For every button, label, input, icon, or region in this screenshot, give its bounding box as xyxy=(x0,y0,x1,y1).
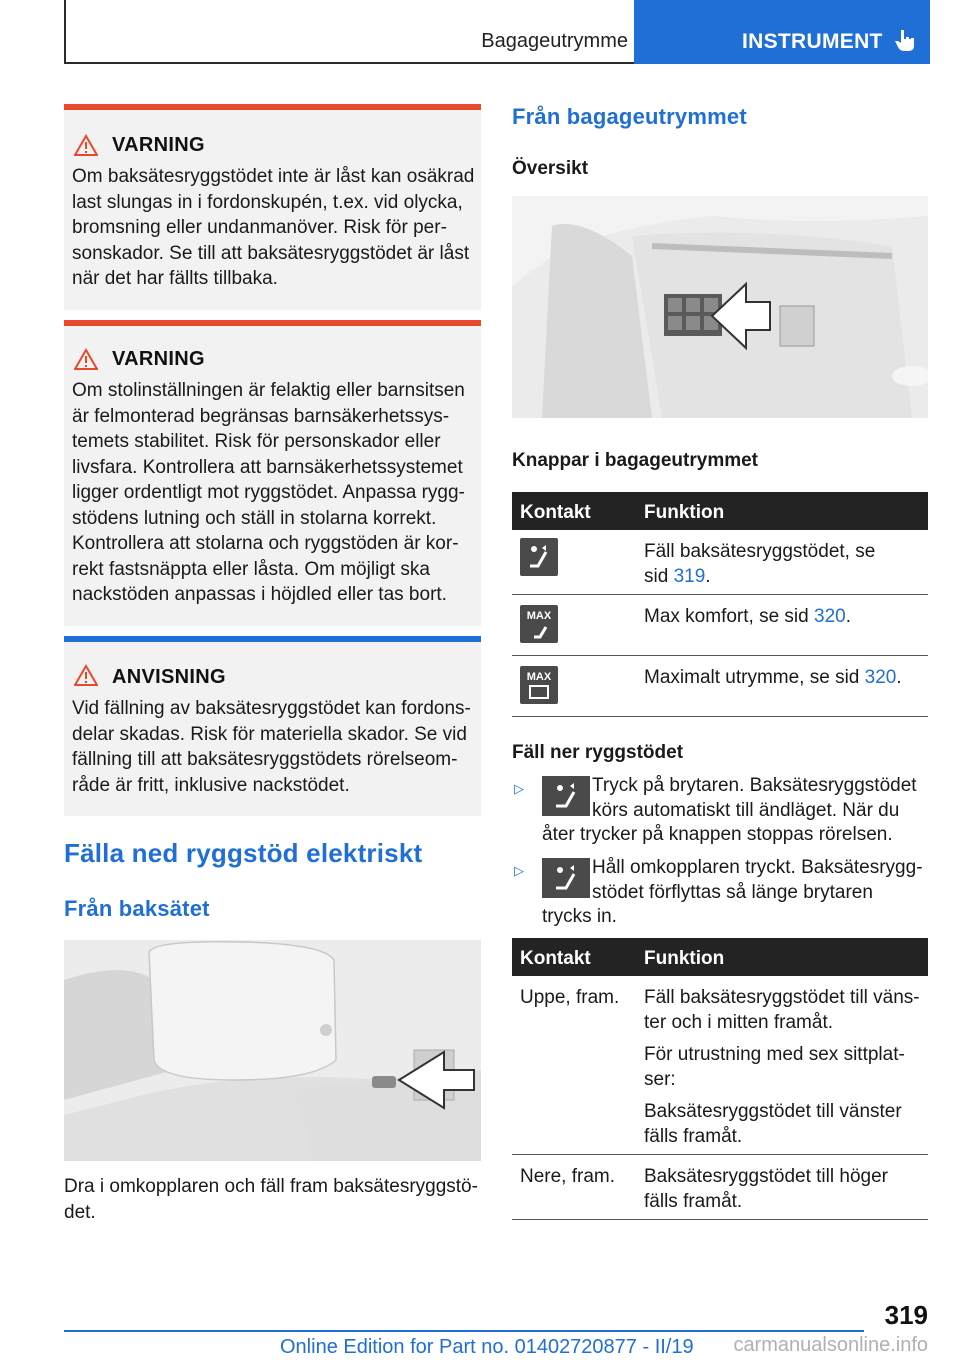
page-link[interactable]: 320 xyxy=(864,667,897,688)
table-row xyxy=(512,976,928,1155)
fold-heading: Fäll ner ryggstödet xyxy=(512,742,684,763)
column-header-function: Funktion xyxy=(644,948,725,969)
table-row xyxy=(512,595,928,656)
function-text: Maximalt utrymme, se sid 320. xyxy=(644,667,902,688)
subsection-heading: Från baksätet xyxy=(64,896,210,921)
seat-switch-icon xyxy=(542,858,590,898)
list-bullet-icon: ▷ xyxy=(514,781,524,796)
function-text: Baksätesryggstödet till höger fälls framåt. xyxy=(644,1166,888,1212)
overview-heading: Översikt xyxy=(512,158,589,179)
warning-bar xyxy=(64,104,481,110)
seat-backrest-fold-icon xyxy=(520,538,558,576)
table-header xyxy=(512,492,928,530)
column-header-contact: Kontakt xyxy=(520,502,591,523)
footer-edition: Online Edition for Part no. 01402720877 - II/19 xyxy=(280,1336,694,1358)
notice-triangle-icon xyxy=(74,664,98,686)
hand-pointer-icon xyxy=(894,28,916,52)
page-link[interactable]: 320 xyxy=(814,606,846,627)
contact-text: Uppe, fram. xyxy=(520,987,620,1008)
header-chapter-tab[interactable] xyxy=(634,0,930,64)
notice-title: ANVISNING xyxy=(112,666,226,688)
seat-switch-icon xyxy=(542,776,590,816)
notice-box xyxy=(64,636,481,816)
trunk-photo xyxy=(512,196,928,418)
header-section-title: Bagageutrymme xyxy=(481,30,628,52)
list-item: ▷ Tryck på brytaren. Baksätesryggstödet körs automatiskt till ändläget. När du åter trycker på knappen stoppas rörelsen. xyxy=(514,775,917,845)
max-space-icon xyxy=(520,666,558,704)
warning-box-1 xyxy=(64,104,481,310)
warning-title: VARNING xyxy=(112,134,205,156)
switch-table xyxy=(512,938,928,1220)
table-row xyxy=(512,656,928,717)
footer-divider xyxy=(64,1330,864,1332)
table-row xyxy=(512,530,928,595)
max-comfort-icon xyxy=(520,605,558,643)
warning-bar xyxy=(64,320,481,326)
function-text: Fäll baksätesryggstödet, se sid 319. xyxy=(644,541,876,587)
page-link[interactable]: 319 xyxy=(673,565,706,587)
page-number: 319 xyxy=(884,1300,928,1330)
svg-text:MAX: MAX xyxy=(526,671,552,683)
section-heading-right: Från bagageutrymmet xyxy=(512,104,747,129)
section-heading: Fälla ned ryggstöd elektriskt xyxy=(64,838,423,868)
photo-caption: Dra i omkopplaren och fäll fram baksätesryggstö- det. xyxy=(64,1176,478,1223)
warning-text: Om baksätesryggstödet inte är låst kan osäkrad last slungas in i fordonskupén, t.ex. vid olycka, bromsning eller undanmanöver. Risk för per- sonskador. Se till att baksätesryggstödet är låst när det har fällts tillbaka. xyxy=(72,166,475,289)
buttons-table xyxy=(512,492,928,717)
table-header xyxy=(512,938,928,976)
function-text: Max komfort, se sid 320. xyxy=(644,606,851,627)
buttons-heading: Knappar i bagageutrymmet xyxy=(512,450,758,471)
function-text: Fäll baksätesryggstödet till väns- ter och i mitten framåt. För utrustning med sex sittplat- ser: Baksätesryggstödet till vänster fälls framåt. xyxy=(644,987,920,1147)
warning-text: Om stolinställningen är felaktig eller barnsitsen är felmonterad begränsas barnsäkerhetssys- temets stabilitet. Risk för personskador eller livsfara. Kontrollera att barnsäkerhetssystemet ligger ordentligt mot ryggstödet. Anpassa rygg- stödens lutning och ställ in stolarna korrekt. Kontrollera att stolarna och ryggstöden är kor- rekt fastsnäppta eller låsta. Om möjligt ska nackstöden anpassas i höjdled eller tas bort. xyxy=(72,380,465,605)
warning-title: VARNING xyxy=(112,348,205,370)
trunk-illustration xyxy=(512,196,928,418)
header-chapter-title: INSTRUMENT xyxy=(742,30,883,53)
page-header xyxy=(64,0,930,64)
notice-bar xyxy=(64,636,481,642)
list-item: ▷ Håll omkopplaren tryckt. Baksätesrygg- stödet förflyttas så länge brytaren trycks in. xyxy=(514,857,923,927)
list-bullet-icon: ▷ xyxy=(514,863,524,878)
watermark: carmanualsonline.info xyxy=(733,1334,928,1356)
warning-triangle-icon xyxy=(74,348,98,370)
notice-text: Vid fällning av baksätesryggstödet kan fordons- delar skadas. Risk för materiella skador. Se vid fällning till att baksätesryggstödets rörelseom- råde är fritt, inklusive nackstödet. xyxy=(72,698,471,796)
svg-text:MAX: MAX xyxy=(526,610,552,622)
rear-seat-photo xyxy=(64,940,481,1161)
warning-triangle-icon xyxy=(74,134,98,156)
column-header-contact: Kontakt xyxy=(520,948,591,969)
header-section-box xyxy=(64,0,648,64)
column-header-function: Funktion xyxy=(644,502,725,523)
contact-text: Nere, fram. xyxy=(520,1166,616,1187)
rear-seat-illustration xyxy=(64,940,481,1161)
warning-box-2 xyxy=(64,320,481,626)
table-row xyxy=(512,1155,928,1220)
